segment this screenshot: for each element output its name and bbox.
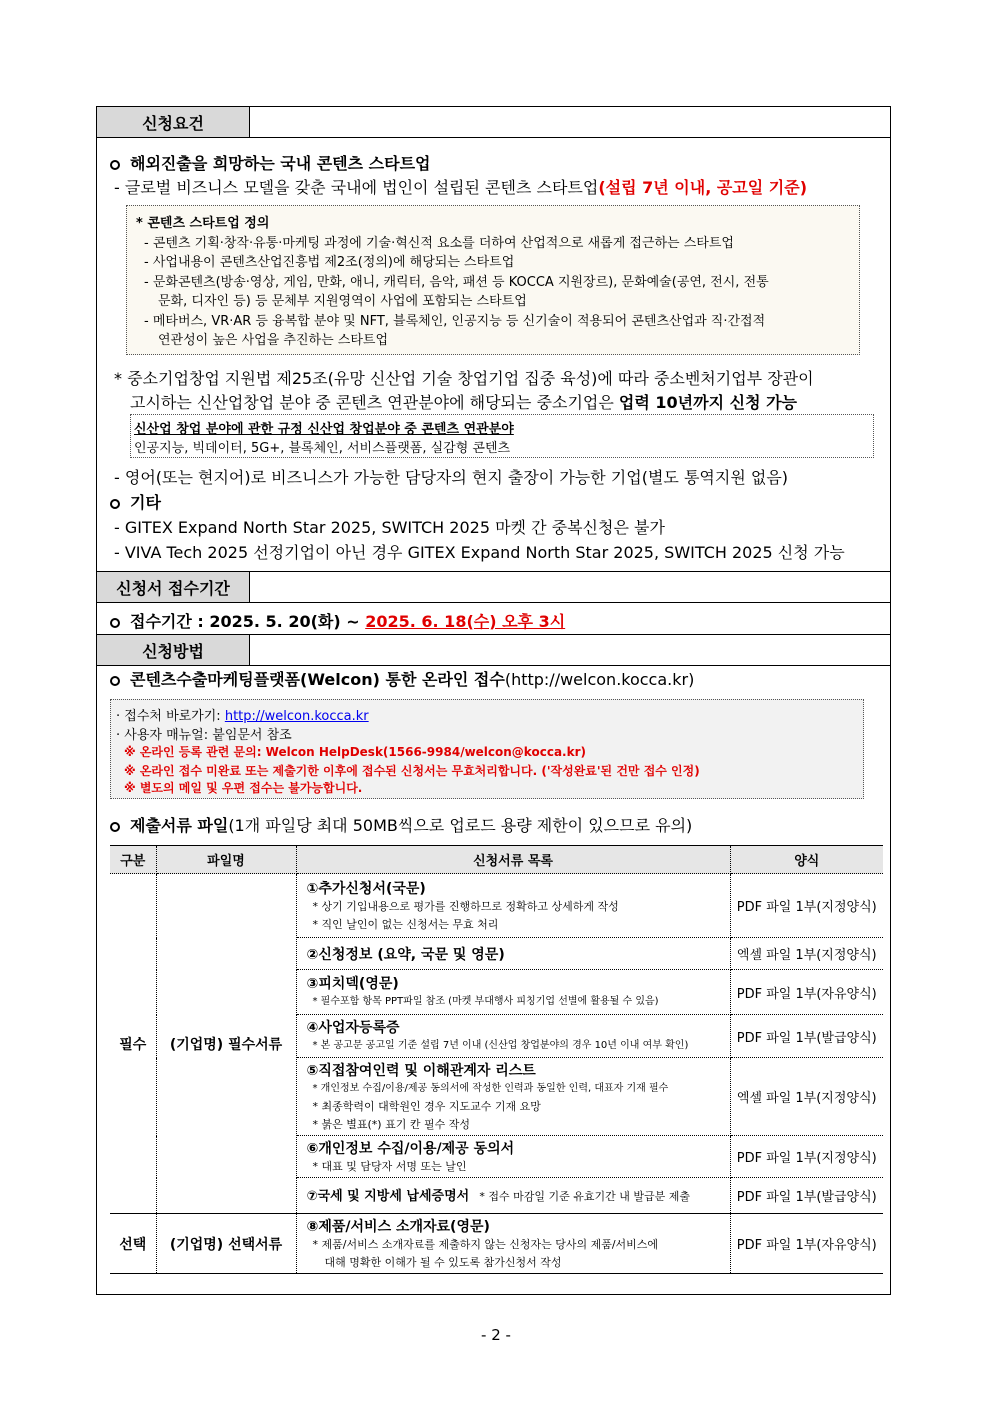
document-form: PDF 파일 1부(지정양식) — [730, 1136, 883, 1178]
table-header: 구분 — [110, 846, 156, 874]
link-line: · 접수처 바로가기: http://welcon.kocca.kr — [116, 709, 369, 724]
definition-item: - 문화콘텐츠(방송·영상, 게임, 만화, 애니, 캐릭터, 음악, 패션 등 KOCCA 지원장르), 문화예술(공연, 전시, 전통 — [144, 275, 769, 290]
new-industry-title: 신산업 창업 분야에 관한 규정 신산업 창업분야 중 콘텐츠 연관분야 — [134, 422, 514, 437]
definition-item: - 사업내용이 콘텐츠산업진흥법 제2조(정의)에 해당되는 스타트업 — [144, 255, 515, 270]
circle-bullet-icon — [110, 676, 120, 686]
definition-item: - 콘텐츠 기획·창작·유통·마케팅 과정에 기술·혁신적 요소를 더하여 산업적으로 새롭게 접근하는 스타트업 — [144, 236, 734, 251]
period-deadline: 2025. 6. 18(수) 오후 3시 — [365, 612, 566, 631]
document-form: PDF 파일 1부(발급양식) — [730, 1178, 883, 1214]
document-item: ⑦국세 및 지방세 납세증명서 * 접수 마감일 기준 유효기간 내 발급분 제출 — [296, 1178, 730, 1214]
document-form: PDF 파일 1부(지정양식) — [730, 874, 883, 938]
document-form: 엑셀 파일 1부(지정양식) — [730, 1058, 883, 1136]
section-label: 신청방법 — [97, 635, 250, 665]
definition-item: - 메타버스, VR·AR 등 융복합 분야 및 NFT, 블록체인, 인공지능 등 신기술이 적용되어 콘텐츠산업과 직·간접적 — [144, 314, 766, 329]
table-row — [110, 874, 883, 938]
filename-optional: (기업명) 선택서류 — [156, 1214, 296, 1274]
manual-line: · 사용자 매뉴얼: 붙임문서 참조 — [116, 728, 292, 743]
section-header-requirements — [96, 106, 891, 138]
category-optional: 선택 — [110, 1214, 156, 1274]
new-industry-list: 인공지능, 빅데이터, 5G+, 블록체인, 서비스플랫폼, 실감형 콘텐츠 — [134, 441, 511, 456]
method-bullet: 콘텐츠수출마케팅플랫폼(Welcon) 통한 온라인 접수(http://welcon.kocca.kr) — [110, 667, 992, 690]
document-form: PDF 파일 1부(자유양식) — [730, 1214, 883, 1274]
table-header-row — [110, 846, 883, 874]
document-table — [110, 845, 883, 1274]
circle-bullet-icon — [110, 160, 120, 170]
welcon-link[interactable]: http://welcon.kocca.kr — [224, 709, 369, 724]
files-bullet: 제출서류 파일(1개 파일당 최대 50MB씩으로 업로드 용량 제한이 있으므로 유의) — [110, 813, 992, 836]
category-required: 필수 — [110, 874, 156, 1214]
document-form: PDF 파일 1부(자유양식) — [730, 970, 883, 1015]
document-item: ③피치덱(영문) * 필수포함 항목 PPT파일 참조 (마켓 부대행사 피칭기업 선별에 활용될 수 있음) — [296, 970, 730, 1015]
table-row — [110, 1214, 883, 1274]
section-label: 신청서 접수기간 — [97, 572, 250, 602]
definition-item-cont: 연관성이 높은 사업을 추진하는 스타트업 — [158, 333, 389, 348]
table-header: 신청서류 목록 — [296, 846, 730, 874]
note-line-1: * 중소기업창업 지원법 제25조(유망 신산업 기술 창업기업 집중 육성)에 따라 중소벤처기업부 장관이 — [114, 369, 814, 388]
period-line: 접수기간 : 2025. 5. 20(화) ~ 2025. 6. 18(수) 오후 3시 — [110, 609, 992, 632]
warning-line: ※ 별도의 메일 및 우편 접수는 불가능합니다. — [124, 781, 363, 795]
table-header: 양식 — [730, 846, 883, 874]
circle-bullet-icon — [110, 499, 120, 509]
document-item: ⑥개인정보 수집/이용/제공 동의서 * 대표 및 담당자 서명 또는 날인 — [296, 1136, 730, 1178]
requirement-bullet-2: 기타 — [110, 490, 992, 513]
page-number: - 2 - — [481, 1326, 511, 1344]
document-item: ⑤직접참여인력 및 이해관계자 리스트 * 개인정보 수집/이용/제공 동의서에 작성한 인력과 동일한 인력, 대표자 기재 필수 * 최종학력이 대학원인 경우 지도교수 기재 요망 * 붉은 별표(*) 표기 칸 필수 작성 — [296, 1058, 730, 1136]
requirement-bullet-1: 해외진출을 희망하는 국내 콘텐츠 스타트업 — [110, 151, 992, 174]
section-header-method — [96, 634, 891, 666]
circle-bullet-icon — [110, 618, 120, 628]
document-form: 엑셀 파일 1부(지정양식) — [730, 938, 883, 970]
requirement-dash-3: - GITEX Expand North Star 2025, SWITCH 2025 마켓 간 중복신청은 불가 — [114, 518, 665, 537]
definition-item-cont: 문화, 디자인 등) 등 문체부 지원영역이 사업에 포함되는 스타트업 — [158, 294, 527, 309]
requirement-dash-2: - 영어(또는 현지어)로 비즈니스가 가능한 담당자의 현지 출장이 가능한 기업(별도 통역지원 없음) — [114, 468, 789, 487]
section-header-period — [96, 571, 891, 603]
note-line-2: 고시하는 신산업창업 분야 중 콘텐츠 연관분야에 해당되는 중소기업은 업력 10년까지 신청 가능 — [130, 393, 798, 412]
warning-line: ※ 온라인 등록 관련 문의: Welcon HelpDesk(1566-9984/welcon@kocca.kr) — [124, 745, 586, 759]
circle-bullet-icon — [110, 822, 120, 832]
table-header: 파일명 — [156, 846, 296, 874]
document-form: PDF 파일 1부(발급양식) — [730, 1015, 883, 1058]
filename-required: (기업명) 필수서류 — [156, 874, 296, 1214]
document-item: ④사업자등록증 * 본 공고문 공고일 기준 설립 7년 이내 (신산업 창업분야의 경우 10년 이내 여부 확인) — [296, 1015, 730, 1058]
warning-line: ※ 온라인 접수 미완료 또는 제출기한 이후에 접수된 신청서는 무효처리합니다. ('작성완료'된 건만 접수 인정) — [124, 764, 700, 778]
definition-title: * 콘텐츠 스타트업 정의 — [136, 216, 270, 231]
requirement-dash-4: - VIVA Tech 2025 선정기업이 아닌 경우 GITEX Expand North Star 2025, SWITCH 2025 신청 가능 — [114, 543, 845, 562]
document-item: ①추가신청서(국문) * 상기 기입내용으로 평가를 진행하므로 정확하고 상세하게 작성 * 직인 날인이 없는 신청서는 무효 처리 — [296, 874, 730, 938]
document-item: ⑧제품/서비스 소개자료(영문) * 제품/서비스 소개자료를 제출하지 않는 신청자는 당사의 제품/서비스에 대해 명확한 이해가 될 수 있도록 참가신청서 작성 — [296, 1214, 730, 1274]
section-label: 신청요건 — [97, 107, 250, 137]
requirement-dash-1: - 글로벌 비즈니스 모델을 갖춘 국내에 법인이 설립된 콘텐츠 스타트업(설립 7년 이내, 공고일 기준) — [114, 178, 808, 197]
document-item: ②신청정보 (요약, 국문 및 영문) — [296, 938, 730, 970]
divider — [96, 665, 891, 666]
